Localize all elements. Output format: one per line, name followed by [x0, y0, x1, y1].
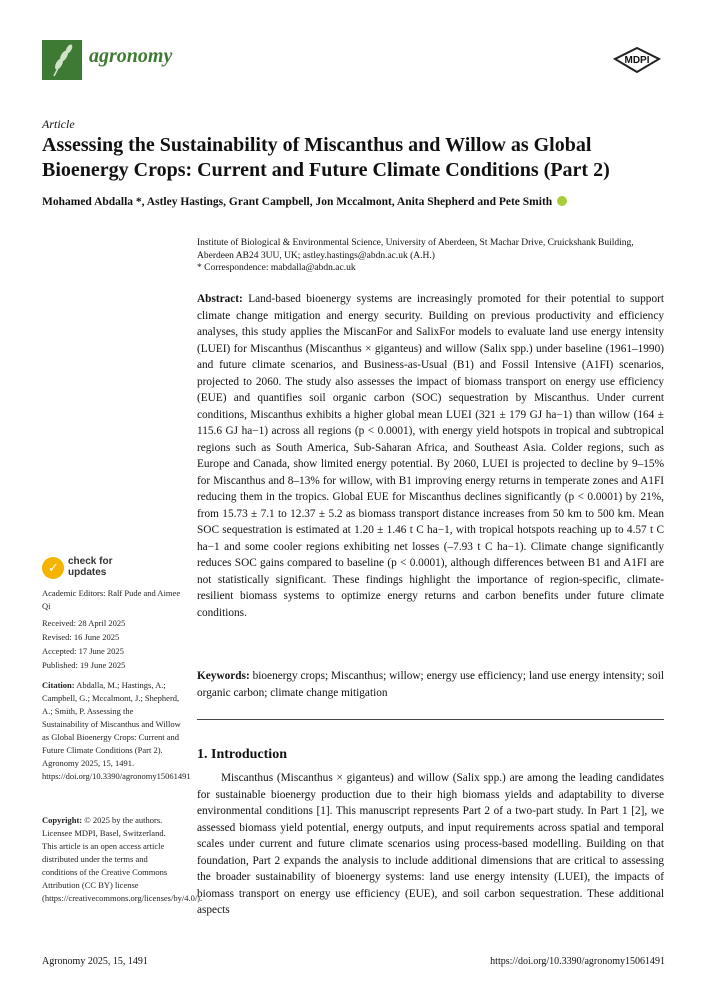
received-date: Received: 28 April 2025 — [42, 618, 126, 628]
abstract-text: Land-based bioenergy systems are increasingly promoted for their potential to support climate change mitigation and energy security. Building on previous productivity and efficiency analyses, this study applies the MiscanFor and SalixFor models to evaluate land use energy intensity (LUEI) for Miscanthus (Miscanthus × giganteus) and willow (Salix spp.) under baseline (1961–1990) and future climate scenarios, and Business-as-Usual (B1) and Fossil Intensive (A1FI) scenarios, projected to 2060. The study also assesses the impact of biomass transport on energy use efficiency (EUE) and quantifies soil organic carbon (SOC) sequestration by Miscanthus. Under current conditions, Miscanthus exhibits a higher global mean LUEI (321 ± 179 GJ ha−1) than willow (164 ± 115.6 GJ ha−1) across all regions (p < 0.0001), with energy yield hotspots in tropical and subtropical regions such as South America, Sub-Saharan Africa, and Southeast Asia. Colder regions, such as Europe and Canada, show limited energy potential. By 2060, LUEI is projected to decline by 9–15% for Miscanthus and 8–13% for willow, with B1 improving energy returns in temperate zones and A1FI reducing them in the tropics. Global EUE for Miscanthus declines significantly (p < 0.0001) by 21%, from 15.73 ± 7.1 to 12.37 ± 5.2 as biomass transport distance increases from 50 km to 500 km. Mean SOC sequestration is estimated at 1.20 ± 1.46 t C ha−1, with tropical hotspots reaching up to 4.57 t C ha−1 and some cooler regions exhibiting net losses (–7.93 t C ha−1). Climate change significantly reduces SOC gains compared to baseline (p < 0.0001), although differences between B1 and A1FI are not statistically significant. These findings highlight the importance of region-specific, climate-resilient biomass systems to optimize energy returns and carbon benefits under future climate conditions. — [197, 293, 665, 619]
affiliation: Institute of Biological & Environmental Science, University of Aberdeen, St Machar Drive, Cruickshank Building, Aberdeen AB24 3UU, UK; astley.hastings@abdn.ac.uk (A.H.) — [197, 238, 634, 261]
footer-doi[interactable]: https://doi.org/10.3390/agronomy15061491 — [490, 956, 665, 967]
revised-date: Revised: 16 June 2025 — [42, 632, 120, 642]
article-type: Article — [42, 117, 75, 131]
accepted-date: Accepted: 17 June 2025 — [42, 646, 124, 656]
check-updates-line1: check for — [68, 556, 113, 567]
section-heading: 1. Introduction — [197, 747, 287, 762]
keywords-text: bioenergy crops; Miscanthus; willow; energy use efficiency; land use energy intensity; soil organic carbon; climate change mitigation — [197, 670, 664, 699]
keywords-label: Keywords: — [197, 670, 250, 682]
orcid-icon[interactable] — [557, 196, 567, 206]
check-for-updates-badge[interactable] — [42, 555, 150, 581]
published-date: Published: 19 June 2025 — [42, 660, 126, 670]
citation-block — [42, 679, 191, 783]
check-updates-line2: updates — [68, 567, 107, 578]
journal-logo — [42, 40, 82, 80]
introduction-text: Miscanthus (Miscanthus × giganteus) and willow (Salix spp.) are among the leading candidates for sustainable bioenergy production due to their high biomass yields and adaptability to diverse environmental conditions [1]. This manuscript represents Part 2 of a two-part study. In Part 1 [2], we assessed biomass yield potential, energy outputs, and input requirements across spatial and temporal scales under current and future climate scenarios using process-based modelling. Building on that foundation, Part 2 expands the analysis to include additional dimensions that are critical to assessing the broader sustainability of bioenergy systems: land use energy intensity (LUEI), the impacts of biomass transport on energy use efficiency (EUE), and soil carbon sequestration. These additional aspects — [197, 772, 664, 916]
check-icon: ✓ — [42, 557, 64, 579]
correspondence: * Correspondence: mabdalla@abdn.ac.uk — [197, 263, 356, 273]
abstract — [197, 291, 664, 621]
article-title: Assessing the Sustainability of Miscanthus and Willow as Global Bioenergy Crops: Current and Future Climate Conditions (Part 2) — [42, 134, 610, 181]
journal-name: agronomy — [89, 45, 173, 67]
publisher-name: MDPI — [624, 55, 650, 66]
citation-label: Citation: — [42, 680, 75, 690]
wheat-icon — [42, 40, 82, 80]
citation-text: Abdalla, M.; Hastings, A.; Campbell, G.; Mccalmont, J.; Shepherd, A.; Smith, P. Assessing the Sustainability of Miscanthus and Willow as Global Bioenergy Crops: Current and Future Climate Conditions (Part 2). Agronomy 2025, 15, 1491. https://doi.org/10.3390/agronomy15061491 — [42, 680, 191, 781]
author-list — [42, 196, 682, 208]
copyright-label: Copyright: — [42, 815, 83, 825]
authors-text: Mohamed Abdalla *, Astley Hastings, Grant Campbell, Jon Mccalmont, Anita Shepherd and Pete Smith — [42, 196, 553, 208]
affiliation-block — [197, 237, 667, 275]
academic-editors: Academic Editors: Ralf Pude and Aimee Qi — [42, 588, 181, 611]
mdpi-logo — [611, 46, 663, 74]
copyright-block — [42, 814, 203, 905]
copyright-text: © 2025 by the authors. Licensee MDPI, Basel, Switzerland. This article is an open access article distributed under the terms and conditions of the Creative Commons Attribution (CC BY) license (https://creativecommons.org/licenses/by/4.0/). — [42, 815, 203, 903]
section-divider — [197, 719, 664, 720]
footer-citation: Agronomy 2025, 15, 1491 — [42, 956, 148, 967]
keywords — [197, 668, 664, 701]
abstract-label: Abstract: — [197, 293, 243, 305]
